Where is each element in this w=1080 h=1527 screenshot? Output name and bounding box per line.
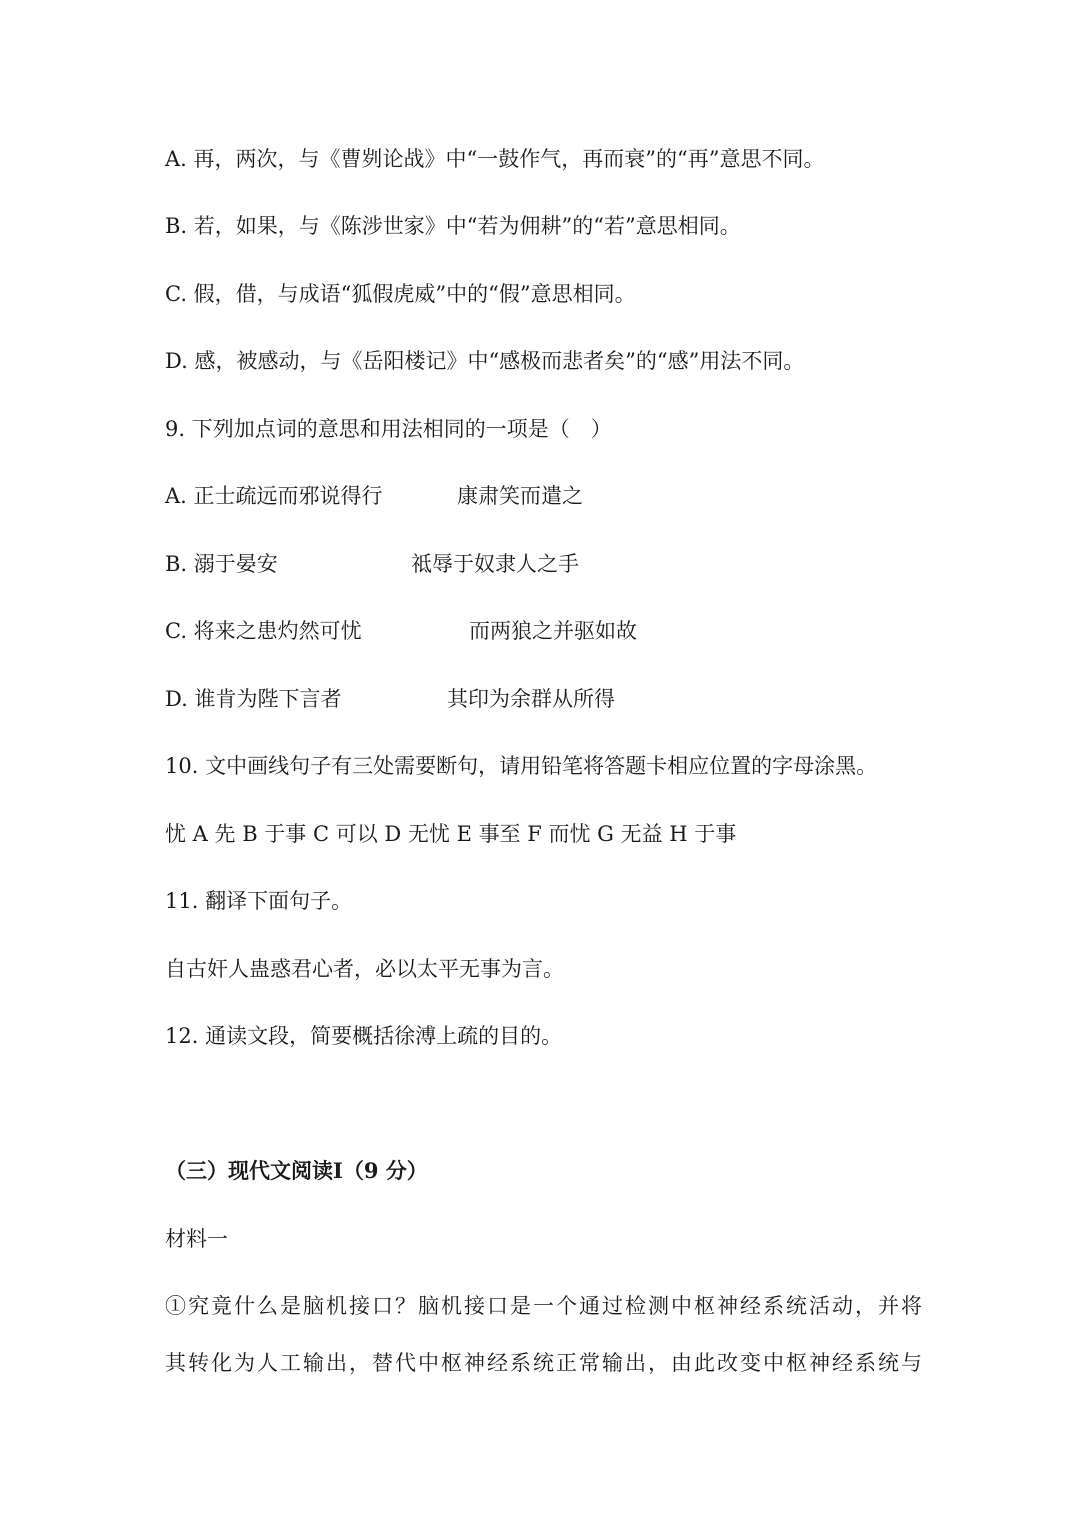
- q8-option-c: C. 假，借，与成语“狐假虎威”中的“假”意思相同。: [165, 282, 636, 306]
- q11-sentence: 自古奸人蛊惑君心者，必以太平无事为言。: [165, 957, 564, 981]
- q9-option-c-right: 而两狼之并驱如故: [469, 619, 637, 643]
- q9-option-c-left: C. 将来之患灼然可忧: [165, 619, 362, 643]
- passage-line-2: 其转化为人工输出，替代中枢神经系统正常输出，由此改变中枢神经系统与: [165, 1351, 924, 1375]
- q10-sentence: 忧 A 先 B 于事 C 可以 D 无忧 E 事至 F 而忧 G 无益 H 于事: [165, 822, 737, 846]
- q8-option-a: A. 再，两次，与《曹刿论战》中“一鼓作气，再而衰”的“再”意思不同。: [165, 147, 825, 171]
- q11-stem: 11. 翻译下面句子。: [165, 889, 353, 913]
- q9-option-d-left: D. 谁肯为陛下言者: [165, 687, 342, 711]
- q9-stem: 9. 下列加点词的意思和用法相同的一项是（ ）: [165, 417, 612, 441]
- q8-option-b: B. 若，如果，与《陈涉世家》中“若为佣耕”的“若”意思相同。: [165, 214, 741, 238]
- q9-option-a-right: 康肃笑而遣之: [457, 484, 583, 508]
- q10-stem: 10. 文中画线句子有三处需要断句，请用铅笔将答题卡相应位置的字母涂黑。: [165, 754, 878, 778]
- section-heading: （三）现代文阅读Ⅰ（9 分）: [165, 1158, 428, 1183]
- q9-option-a-left: A. 正士疏远而邪说得行: [165, 484, 383, 508]
- q9-option-b-left: B. 溺于晏安: [165, 552, 278, 576]
- q9-option-b-right: 祗辱于奴隶人之手: [411, 552, 579, 576]
- q12-stem: 12. 通读文段，简要概括徐溥上疏的目的。: [165, 1024, 563, 1048]
- passage-line-1: ①究竟什么是脑机接口？脑机接口是一个通过检测中枢神经系统活动，并将: [165, 1294, 924, 1318]
- material-label: 材料一: [165, 1227, 228, 1251]
- q8-option-d: D. 感，被感动，与《岳阳楼记》中“感极而悲者矣”的“感”用法不同。: [165, 349, 805, 373]
- q9-option-d-right: 其印为余群从所得: [447, 687, 615, 711]
